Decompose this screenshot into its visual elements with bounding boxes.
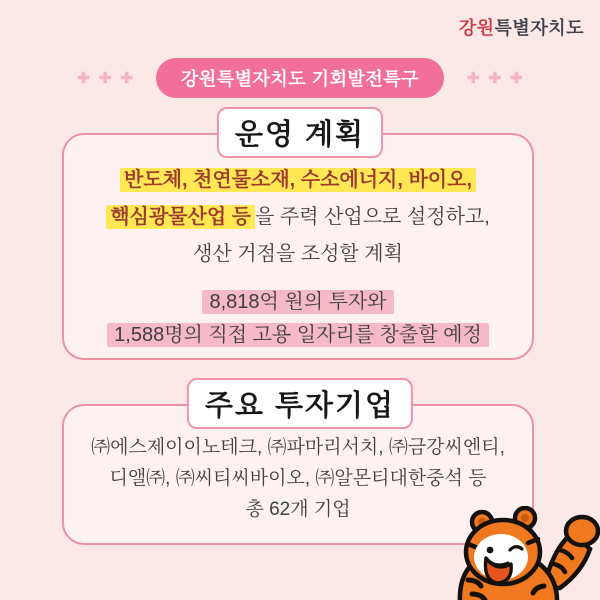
plus-icon: ✚	[488, 69, 502, 87]
jobs-amount-highlight: 1,588명의 직접 고용 일자리를 창출할 예정	[107, 323, 489, 347]
header-badge-row	[0, 58, 600, 98]
plan-line-1	[64, 162, 532, 199]
plan-line-3: 생산 거점을 조성할 계획	[193, 243, 403, 265]
investors-line-2: 디앨㈜, ㈜씨티씨바이오, ㈜알몬티대한중석 등	[109, 468, 487, 489]
investment-amount-highlight: 8,818억 원의 투자와	[202, 290, 393, 314]
section-title-major-investors: 주요 투자기업	[187, 378, 413, 429]
plan-industries-highlight-2: 핵심광물산업 등	[106, 205, 255, 229]
investors-line-3: 총 62개 기업	[245, 499, 351, 520]
stat-line-investment	[64, 286, 532, 319]
plus-icon: ✚	[510, 69, 523, 87]
plus-icon: ✚	[467, 69, 480, 87]
operation-plan-body	[64, 135, 532, 352]
province-logo-rest: 특별자치도	[494, 18, 584, 38]
plus-icon: ✚	[77, 69, 90, 87]
stat-line-jobs	[64, 319, 532, 352]
investors-line-1: ㈜에스제이이노테크, ㈜파마리서치, ㈜금강씨엔티,	[91, 437, 505, 458]
province-logo	[459, 14, 584, 40]
plus-icon: ✚	[120, 69, 133, 87]
plan-line-2-rest: 을 주력 산업으로 설정하고,	[255, 206, 490, 228]
section-title-operation-plan: 운영 계획	[217, 107, 383, 158]
operation-plan-card	[62, 133, 534, 360]
plan-stats	[64, 286, 532, 352]
plus-icon: ✚	[98, 69, 112, 87]
plan-line-2	[64, 199, 532, 236]
tiger-mascot-icon	[432, 506, 600, 600]
province-logo-accent: 강원	[458, 18, 495, 38]
header-badge: 강원특별자치도 기회발전특구	[156, 58, 444, 98]
plan-industries-highlight-1: 반도체, 천연물소재, 수소에너지, 바이오,	[120, 168, 476, 192]
